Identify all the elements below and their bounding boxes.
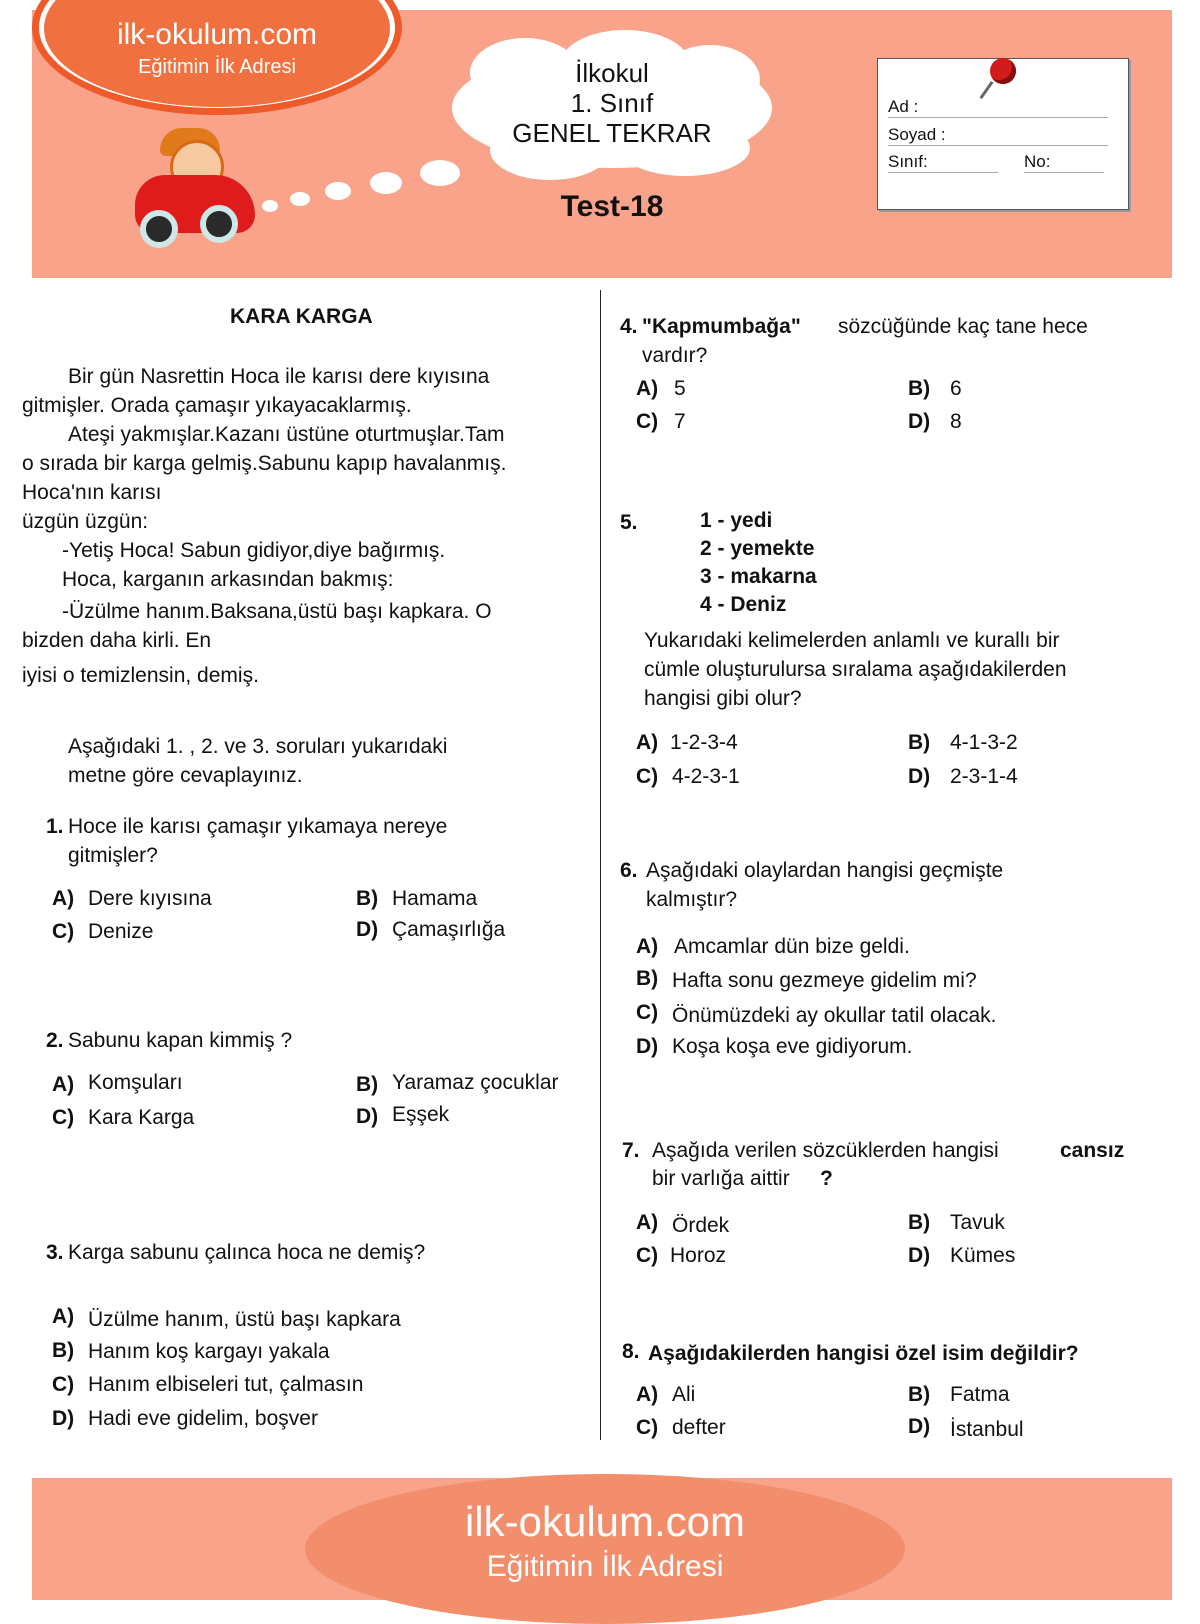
- q1-text: Hoce ile karısı çamaşır yıkamaya nereye: [68, 815, 448, 838]
- car-wheel: [140, 210, 178, 248]
- q2-option-a[interactable]: Komşuları: [88, 1071, 183, 1094]
- q7-option-c-letter[interactable]: C): [636, 1244, 659, 1267]
- q6-option-a[interactable]: Amcamlar dün bize geldi.: [674, 935, 910, 958]
- q4-text: vardır?: [642, 344, 708, 367]
- q2-text: Sabunu kapan kimmiş ?: [68, 1029, 293, 1052]
- q1-option-d-letter[interactable]: D): [356, 918, 379, 941]
- q3-number: 3.: [46, 1241, 64, 1264]
- q4-option-a-letter[interactable]: A): [636, 377, 659, 400]
- story-title: KARA KARGA: [230, 305, 373, 328]
- column-divider: [600, 290, 601, 1440]
- header-site-name[interactable]: ilk-okulum.com: [116, 18, 318, 51]
- q5-option-c[interactable]: 4-2-3-1: [672, 765, 740, 788]
- q2-option-b[interactable]: Yaramaz çocuklar: [392, 1071, 559, 1094]
- q7-text-line2: bir varlığa aittir: [652, 1167, 790, 1190]
- q5-word: 3 - makarna: [700, 565, 817, 588]
- thought-puff: [262, 200, 278, 212]
- card-no-label[interactable]: No:: [1024, 152, 1104, 173]
- q5-option-b[interactable]: 4-1-3-2: [950, 731, 1018, 754]
- q5-word: 4 - Deniz: [700, 593, 787, 616]
- q4-option-b[interactable]: 6: [950, 377, 962, 400]
- q8-number: 8.: [622, 1340, 640, 1363]
- q4-number: 4.: [620, 315, 638, 338]
- q1-option-c-letter[interactable]: C): [52, 920, 75, 943]
- q6-option-c-letter[interactable]: C): [636, 1001, 659, 1024]
- q5-option-b-letter[interactable]: B): [908, 731, 931, 754]
- q8-option-b-letter[interactable]: B): [908, 1383, 931, 1406]
- q4-option-d[interactable]: 8: [950, 410, 962, 433]
- q5-number: 5.: [620, 511, 638, 534]
- header-tagline: Eğitimin İlk Adresi: [138, 56, 296, 78]
- q8-option-b[interactable]: Fatma: [950, 1383, 1010, 1406]
- thought-puff: [325, 182, 351, 200]
- story-line: Hoca'nın karısı: [22, 481, 162, 504]
- q3-text: Karga sabunu çalınca hoca ne demiş?: [68, 1241, 426, 1264]
- q8-option-a[interactable]: Ali: [672, 1383, 696, 1406]
- q7-option-d-letter[interactable]: D): [908, 1244, 931, 1267]
- q2-option-d[interactable]: Eşşek: [392, 1103, 450, 1126]
- q1-option-c[interactable]: Denize: [88, 920, 154, 943]
- q3-option-b-letter[interactable]: B): [52, 1339, 75, 1362]
- footer-site-name[interactable]: ilk-okulum.com: [464, 1498, 746, 1545]
- q1-option-a[interactable]: Dere kıyısına: [88, 887, 212, 910]
- story-line: Hoca, karganın arkasından bakmış:: [62, 568, 394, 591]
- q3-option-c-letter[interactable]: C): [52, 1373, 75, 1396]
- story-line: gitmişler. Orada çamaşır yıkayacaklarmış.: [22, 394, 412, 417]
- q2-option-c[interactable]: Kara Karga: [88, 1106, 195, 1129]
- q1-number: 1.: [46, 815, 64, 838]
- story-line: o sırada bir karga gelmiş.Sabunu kapıp havalanmış.: [22, 452, 507, 475]
- q5-text: hangisi gibi olur?: [644, 687, 802, 710]
- q6-text: Aşağıdaki olaylardan hangisi geçmişte: [646, 859, 1004, 882]
- q1-text: gitmişler?: [68, 844, 158, 867]
- q4-option-d-letter[interactable]: D): [908, 410, 931, 433]
- q5-option-a-letter[interactable]: A): [636, 731, 659, 754]
- q7-question-mark: ?: [820, 1167, 833, 1190]
- q7-option-a[interactable]: Ördek: [672, 1214, 730, 1237]
- q5-option-d-letter[interactable]: D): [908, 765, 931, 788]
- q4-option-c[interactable]: 7: [674, 410, 686, 433]
- q3-option-a[interactable]: Üzülme hanım, üstü başı kapkara: [88, 1308, 401, 1331]
- story-line: Ateşi yakmışlar.Kazanı üstüne oturtmuşlar.Tam: [68, 423, 505, 446]
- q3-option-d[interactable]: Hadi eve gidelim, boşver: [88, 1407, 318, 1430]
- q5-word: 1 - yedi: [700, 509, 773, 532]
- q1-option-d[interactable]: Çamaşırlığa: [392, 918, 506, 941]
- q6-option-b[interactable]: Hafta sonu gezmeye gidelim mi?: [672, 969, 977, 992]
- q8-option-c-letter[interactable]: C): [636, 1416, 659, 1439]
- car-wheel: [200, 205, 238, 243]
- story-line: Bir gün Nasrettin Hoca ile karısı dere kıyısına: [68, 365, 490, 388]
- pushpin-icon: [990, 58, 1016, 84]
- q2-option-b-letter[interactable]: B): [356, 1073, 379, 1096]
- q7-option-a-letter[interactable]: A): [636, 1211, 659, 1234]
- q6-option-d-letter[interactable]: D): [636, 1035, 659, 1058]
- q8-option-c[interactable]: defter: [672, 1416, 726, 1439]
- card-sinif-label[interactable]: Sınıf:: [888, 152, 998, 173]
- title-grade: 1. Sınıf: [570, 88, 654, 118]
- q7-option-b-letter[interactable]: B): [908, 1211, 931, 1234]
- q8-option-a-letter[interactable]: A): [636, 1383, 659, 1406]
- q5-option-a[interactable]: 1-2-3-4: [670, 731, 738, 754]
- card-ad-label[interactable]: Ad :: [888, 97, 1108, 118]
- q5-word: 2 - yemekte: [700, 537, 815, 560]
- q5-option-d[interactable]: 2-3-1-4: [950, 765, 1018, 788]
- story-line: üzgün üzgün:: [22, 510, 149, 533]
- q3-option-c[interactable]: Hanım elbiseleri tut, çalmasın: [88, 1373, 364, 1396]
- thought-puff: [370, 172, 402, 194]
- q5-text: Yukarıdaki kelimelerden anlamlı ve kurallı bir: [644, 629, 1060, 652]
- q4-keyword: "Kapmumbağa": [642, 315, 801, 338]
- q1-option-b[interactable]: Hamama: [392, 887, 478, 910]
- instruction-line: metne göre cevaplayınız.: [68, 764, 303, 787]
- q7-option-d[interactable]: Kümes: [950, 1244, 1016, 1267]
- q2-option-c-letter[interactable]: C): [52, 1106, 75, 1129]
- q8-option-d[interactable]: İstanbul: [950, 1418, 1024, 1441]
- title-level: İlkokul: [575, 58, 649, 88]
- q6-option-b-letter[interactable]: B): [636, 967, 659, 990]
- footer-tagline: Eğitimin İlk Adresi: [486, 1550, 724, 1583]
- q1-option-a-letter[interactable]: A): [52, 887, 75, 910]
- instruction-line: Aşağıdaki 1. , 2. ve 3. soruları yukarıdaki: [68, 735, 448, 758]
- test-title: Test-18: [560, 190, 664, 223]
- q3-option-a-letter[interactable]: A): [52, 1305, 75, 1328]
- q6-option-a-letter[interactable]: A): [636, 935, 659, 958]
- story-line: bizden daha kirli. En: [22, 629, 212, 652]
- q7-option-b[interactable]: Tavuk: [950, 1211, 1005, 1234]
- q4-option-b-letter[interactable]: B): [908, 377, 931, 400]
- q8-option-d-letter[interactable]: D): [908, 1415, 931, 1438]
- story-line: iyisi o temizlensin, demiş.: [22, 664, 259, 687]
- q7-text: Aşağıda verilen sözcüklerden hangisi: [652, 1139, 999, 1162]
- q6-text: kalmıştır?: [646, 888, 738, 911]
- q7-number: 7.: [622, 1139, 640, 1162]
- q3-option-d-letter[interactable]: D): [52, 1407, 75, 1430]
- q7-keyword: cansız: [1060, 1139, 1125, 1162]
- q8-text: Aşağıdakilerden hangisi özel isim değildir?: [648, 1342, 1079, 1365]
- title-subject: GENEL TEKRAR: [512, 118, 712, 148]
- story-line: -Üzülme hanım.Baksana,üstü başı kapkara. O: [62, 600, 492, 623]
- q5-option-c-letter[interactable]: C): [636, 765, 659, 788]
- story-line: -Yetiş Hoca! Sabun gidiyor,diye bağırmış.: [62, 539, 446, 562]
- q6-option-c[interactable]: Önümüzdeki ay okullar tatil olacak.: [672, 1004, 997, 1027]
- q7-option-c[interactable]: Horoz: [670, 1244, 727, 1267]
- q3-option-b[interactable]: Hanım koş kargayı yakala: [88, 1340, 330, 1363]
- q1-option-b-letter[interactable]: B): [356, 887, 379, 910]
- footer-bubble: [305, 1474, 905, 1624]
- q2-option-d-letter[interactable]: D): [356, 1105, 379, 1128]
- q4-option-c-letter[interactable]: C): [636, 410, 659, 433]
- card-soyad-label[interactable]: Soyad :: [888, 125, 1108, 146]
- q5-text: cümle oluşturulursa sıralama aşağıdakilerden: [644, 658, 1067, 681]
- thought-puff: [420, 160, 460, 186]
- q6-number: 6.: [620, 859, 638, 882]
- q2-option-a-letter[interactable]: A): [52, 1073, 75, 1096]
- q2-number: 2.: [46, 1029, 64, 1052]
- q4-text: sözcüğünde kaç tane hece: [838, 315, 1088, 338]
- q4-option-a[interactable]: 5: [674, 377, 686, 400]
- thought-puff: [290, 192, 310, 206]
- q6-option-d[interactable]: Koşa koşa eve gidiyorum.: [672, 1035, 913, 1058]
